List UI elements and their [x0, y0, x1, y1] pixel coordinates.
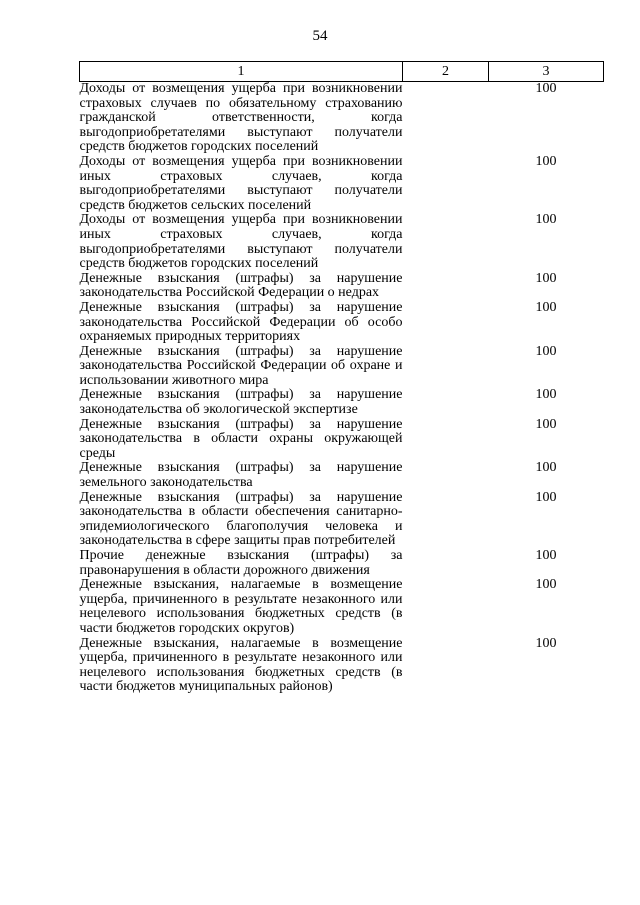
row-code	[403, 155, 489, 213]
row-value: 100	[535, 548, 557, 563]
row-value: 100	[535, 460, 557, 476]
row-value: 100	[535, 577, 557, 593]
row-code	[403, 272, 489, 301]
row-value: 100	[535, 212, 557, 228]
table-row	[80, 301, 604, 345]
row-value: 100	[535, 153, 557, 169]
row-code	[403, 301, 489, 345]
row-description: Денежные взыскания, налагаемые в возмещение ущерба, причиненного в результате незаконного или нецелевого использования бюджетных средств (в части бюджетов городских округов)	[79, 577, 403, 636]
row-description: Денежные взыскания (штрафы) за нарушение законодательства Российской Федерации об охране и использовании животного мира	[79, 343, 403, 388]
row-value: 100	[535, 299, 557, 315]
row-code	[403, 388, 489, 417]
row-code	[403, 491, 489, 549]
table-row	[80, 388, 604, 417]
table-header-row	[80, 62, 604, 82]
table-row	[80, 418, 604, 462]
row-value: 100	[535, 489, 557, 505]
row-description: Денежные взыскания, налагаемые в возмещение ущерба, причиненного в результате незаконного или нецелевого использования бюджетных средств (в части бюджетов муниципальных районов)	[79, 635, 403, 695]
table-row	[80, 637, 604, 695]
table-row	[80, 491, 604, 549]
column-header-1: 1	[80, 62, 403, 82]
row-code	[403, 578, 489, 636]
row-code	[403, 549, 489, 578]
column-header-3: 3	[489, 62, 604, 82]
row-value: 100	[535, 416, 557, 432]
row-description: Денежные взыскания (штрафы) за нарушение законодательства в области охраны окружающей среды	[79, 416, 403, 461]
row-description: Денежные взыскания (штрафы) за нарушение законодательства в области обеспечения санитарно-эпидемиологического благополучия человека и законодательства в сфере защиты прав потребителей	[79, 489, 403, 549]
table-row	[80, 461, 604, 490]
column-header-2: 2	[403, 62, 489, 82]
revenue-allocation-table	[79, 61, 604, 695]
row-value: 100	[535, 387, 557, 403]
table-row	[80, 155, 604, 213]
row-code	[403, 345, 489, 389]
row-code	[403, 213, 489, 271]
table-row	[80, 272, 604, 301]
row-value: 100	[535, 635, 557, 651]
row-description: Денежные взыскания (штрафы) за нарушение законодательства Российской Федерации о недрах	[79, 270, 403, 301]
table-row	[80, 213, 604, 271]
table-row	[80, 345, 604, 389]
table-row	[80, 82, 604, 155]
row-description: Денежные взыскания (штрафы) за нарушение земельного законодательства	[79, 460, 403, 491]
row-description: Доходы от возмещения ущерба при возникновении иных страховых случаев, когда выгодоприобретателями выступают получатели средств бюджетов городских поселений	[79, 212, 403, 272]
row-code	[403, 82, 489, 155]
row-description: Денежные взыскания (штрафы) за нарушение законодательства Российской Федерации об особо охраняемых природных территориях	[79, 299, 403, 345]
row-value: 100	[535, 343, 557, 359]
row-code	[403, 637, 489, 695]
row-description: Доходы от возмещения ущерба при возникновении страховых случаев по обязательному страхованию гражданской ответственности, когда выгодоприобретателями выступают получатели средств бюджетов городских поселений	[79, 81, 403, 155]
row-code	[403, 461, 489, 490]
table-row	[80, 578, 604, 636]
row-description: Доходы от возмещения ущерба при возникновении иных страховых случаев, когда выгодоприобретателями выступают получатели средств бюджетов сельских поселений	[79, 153, 403, 213]
row-description: Денежные взыскания (штрафы) за нарушение законодательства об экологической экспертизе	[79, 387, 403, 418]
table-row	[80, 549, 604, 578]
row-value: 100	[535, 270, 557, 286]
page-number: 54	[312, 28, 328, 44]
row-value: 100	[535, 81, 557, 96]
row-code	[403, 418, 489, 462]
row-description: Прочие денежные взыскания (штрафы) за правонарушения в области дорожного движения	[79, 548, 403, 578]
